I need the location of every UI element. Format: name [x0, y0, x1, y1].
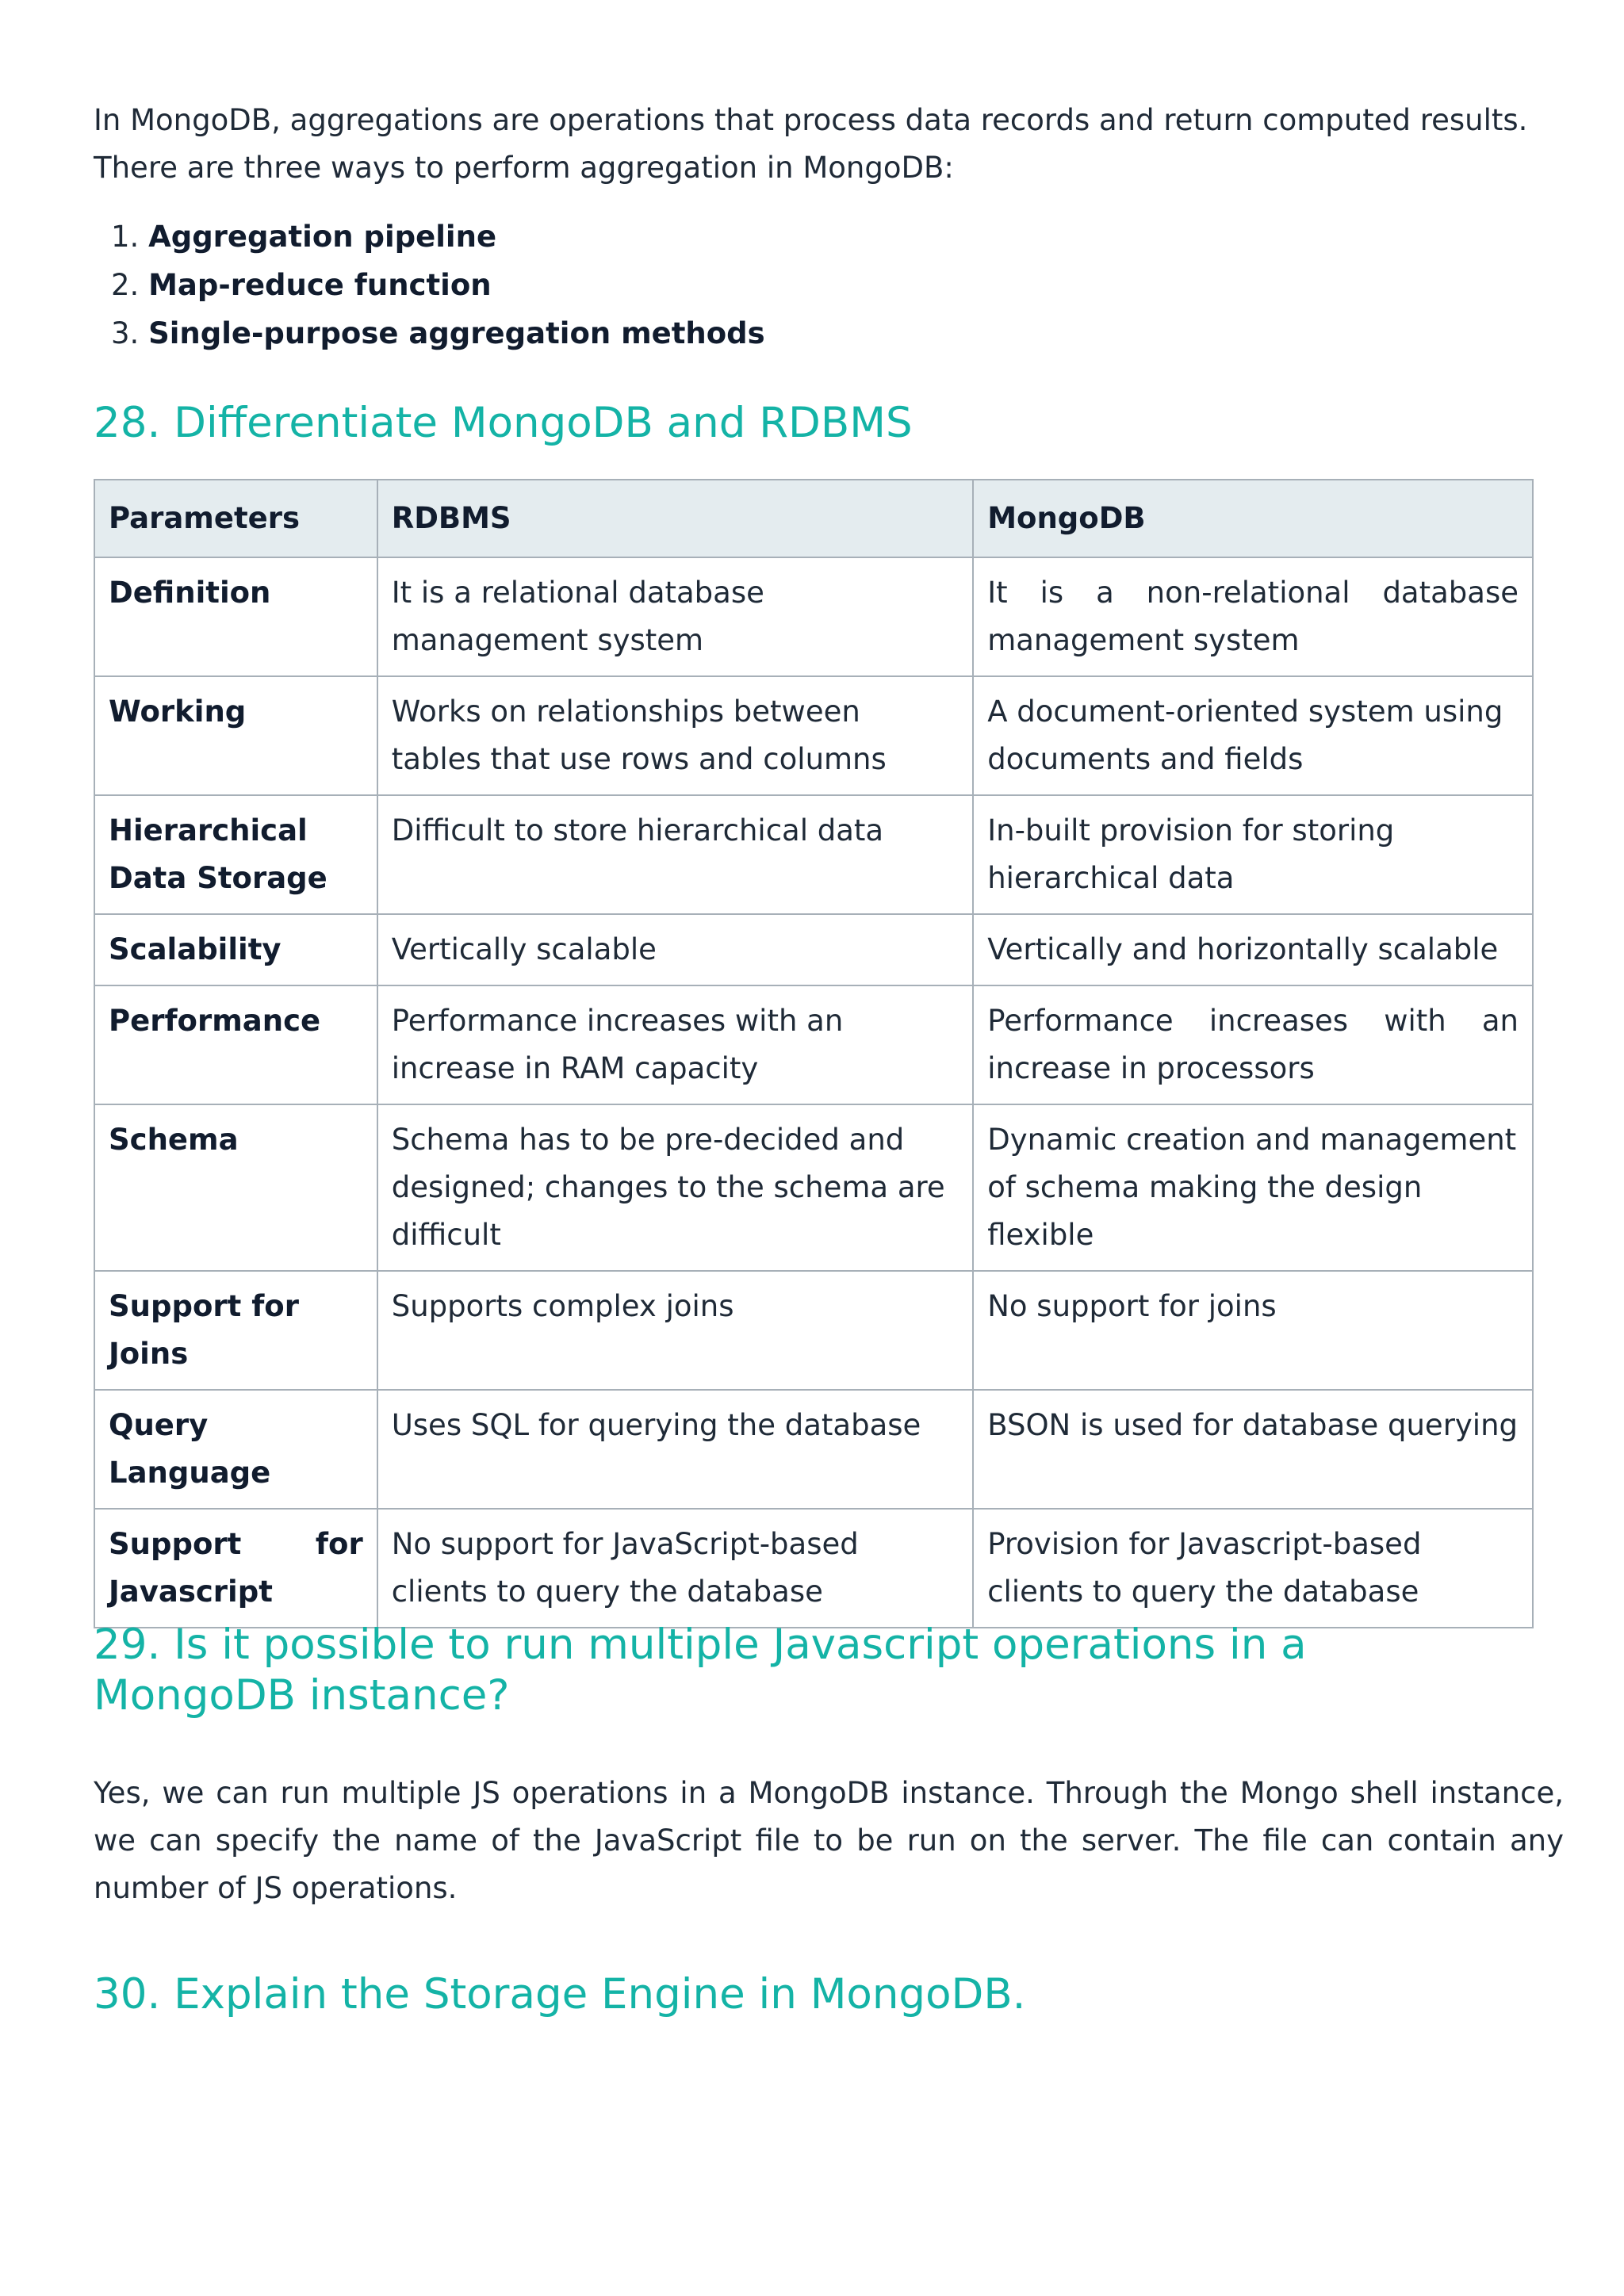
param-cell: Hierarchical Data Storage: [94, 795, 377, 914]
header-rdbms: RDBMS: [377, 480, 974, 557]
intro-paragraph: In MongoDB, aggregations are operations that process data records and return computed results. There are three ways to perform aggregation in MongoDB:: [94, 103, 1528, 185]
table-row: [94, 914, 1533, 985]
section-29-answer: Yes, we can run multiple JS operations in a MongoDB instance. Through the Mongo shell instance, we can specify the name of the JavaScript file to be run on the server. The file can contain any number of JS operations.: [94, 1776, 1564, 1905]
mongodb-cell: Provision for Javascript-based clients to query the database: [973, 1509, 1533, 1628]
param-cell: Scalability: [94, 914, 377, 985]
mongodb-cell: It is a non-relational database management system: [973, 557, 1533, 676]
param-cell: Schema: [94, 1104, 377, 1271]
table-row: [94, 795, 1533, 914]
rdbms-cell: Supports complex joins: [377, 1271, 974, 1390]
table-row: [94, 1390, 1533, 1509]
param-cell: Working: [94, 676, 377, 795]
table-row: [94, 676, 1533, 795]
mongodb-cell: Performance increases with an increase in processors: [973, 985, 1533, 1104]
mongodb-cell: Dynamic creation and management of schema making the design flexible: [973, 1104, 1533, 1271]
list-item: [111, 212, 765, 261]
mongodb-cell: No support for joins: [973, 1271, 1533, 1390]
table-row: [94, 985, 1533, 1104]
list-number: 3.: [111, 316, 140, 350]
rdbms-cell: Uses SQL for querying the database: [377, 1390, 974, 1509]
list-label: Map-reduce function: [148, 268, 492, 302]
list-item: [111, 309, 765, 358]
rdbms-cell: Works on relationships between tables that use rows and columns: [377, 676, 974, 795]
param-cell: Query Language: [94, 1390, 377, 1509]
param-cell: Support for Joins: [94, 1271, 377, 1390]
list-number: 1.: [111, 220, 140, 254]
table-row: [94, 1104, 1533, 1271]
table-header-row: [94, 480, 1533, 557]
header-parameters: Parameters: [94, 480, 377, 557]
comparison-table: [94, 479, 1534, 1628]
mongodb-cell: Vertically and horizontally scalable: [973, 914, 1533, 985]
mongodb-cell: In-built provision for storing hierarchical data: [973, 795, 1533, 914]
header-mongodb: MongoDB: [973, 480, 1533, 557]
rdbms-cell: Performance increases with an increase in RAM capacity: [377, 985, 974, 1104]
param-cell: Support for Javascript: [94, 1509, 377, 1628]
list-label: Single-purpose aggregation methods: [148, 316, 765, 350]
mongodb-cell: BSON is used for database querying: [973, 1390, 1533, 1509]
list-item: [111, 261, 765, 309]
section-30-heading: 30. Explain the Storage Engine in MongoDB.: [94, 1970, 1026, 2019]
param-cell: Performance: [94, 985, 377, 1104]
rdbms-cell: Vertically scalable: [377, 914, 974, 985]
table-row: [94, 1271, 1533, 1390]
rdbms-cell: No support for JavaScript-based clients to query the database: [377, 1509, 974, 1628]
rdbms-cell: It is a relational database management system: [377, 557, 974, 676]
rdbms-cell: Difficult to store hierarchical data: [377, 795, 974, 914]
param-cell: Definition: [94, 557, 377, 676]
table-row: [94, 1509, 1533, 1628]
list-number: 2.: [111, 268, 140, 302]
list-label: Aggregation pipeline: [148, 220, 497, 254]
section-28-heading: 28. Differentiate MongoDB and RDBMS: [94, 399, 913, 447]
mongodb-cell: A document-oriented system using documents and fields: [973, 676, 1533, 795]
rdbms-cell: Schema has to be pre-decided and designed; changes to the schema are difficult: [377, 1104, 974, 1271]
aggregation-methods-list: [111, 212, 765, 358]
section-29-heading: 29. Is it possible to run multiple Javascript operations in a MongoDB instance?: [94, 1621, 1307, 1720]
table-row: [94, 557, 1533, 676]
